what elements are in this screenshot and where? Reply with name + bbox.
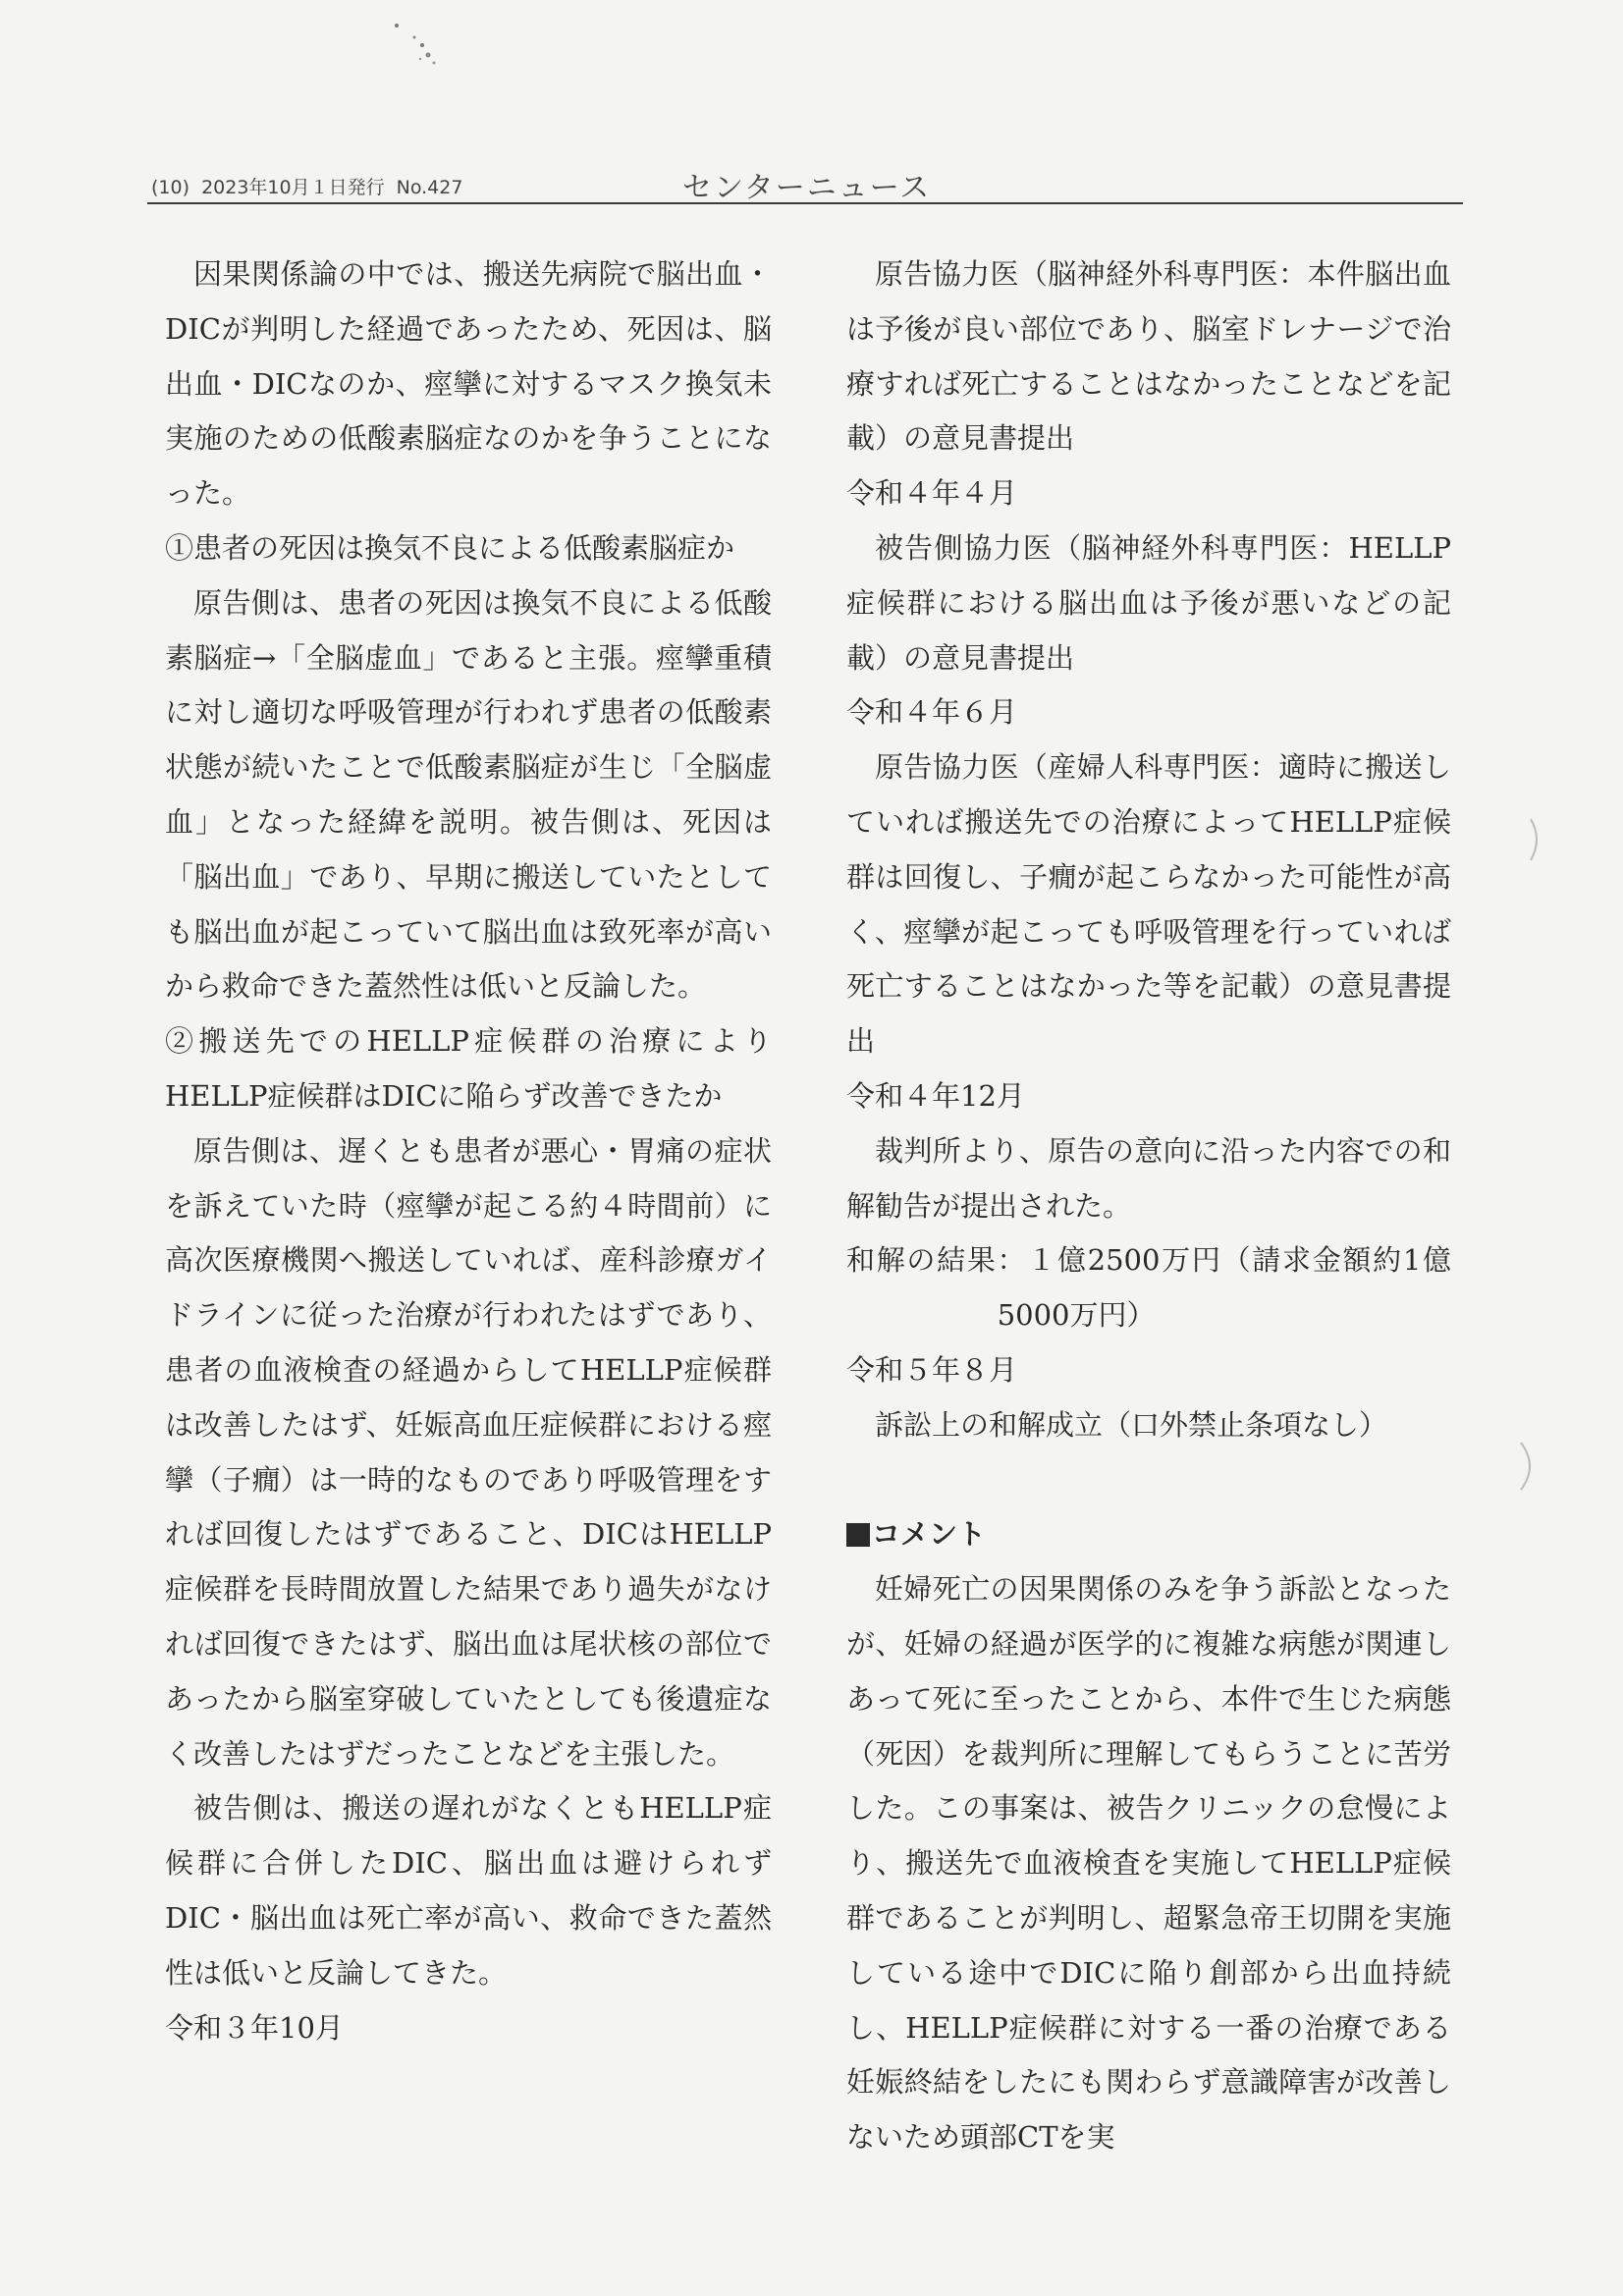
issue-number: No.427 (396, 177, 463, 198)
left-column (165, 247, 772, 2251)
timeline-entry: 原告協力医（脳神経外科専門医：本件脳出血は予後が良い部位であり、脳室ドレナージで治療すれば死亡することはなかったことなどを記載）の意見書提出 (846, 257, 1451, 456)
issue-heading-2: ②搬送先でのHELLP症候群の治療によりHELLP症候群はDICに陥らず改善できたか (165, 1024, 772, 1113)
comment-heading (846, 1507, 1451, 1562)
timeline-date: 令和４年12月 (846, 1078, 1025, 1113)
comment-heading-label: コメント (872, 1517, 987, 1552)
scan-edge-mark (1527, 815, 1546, 864)
timeline-date: 令和３年10月 (165, 2010, 344, 2045)
page-header (147, 163, 1463, 204)
timeline-entry: 原告協力医（産婦人科専門医：適時に搬送していれば搬送先での治療によってHELLP症候群は回復し、子癇が起こらなかった可能性が高く、痙攣が起こっても呼吸管理を行っていれば死亡することはなかった等を記載）の意見書提出 (846, 750, 1451, 1059)
issue-heading-1: ①患者の死因は換気不良による低酸素脳症か (165, 530, 735, 565)
timeline-entry: 裁判所より、原告の意向に沿った内容での和解勧告が提出された。 (846, 1133, 1451, 1223)
scan-edge-mark (1517, 1439, 1542, 1494)
timeline-date: 令和４年６月 (846, 695, 1018, 730)
timeline-date: 令和４年４月 (846, 476, 1018, 511)
paragraph-causation-intro: 因果関係論の中では、搬送先病院で脳出血・DICが判明した経過であったため、死因は、脳出血・DICなのか、痙攣に対するマスク換気未実施のための低酸素脳症なのかを争うことになった。 (165, 257, 772, 511)
paragraph-plaintiff-claim-2: 原告側は、遅くとも患者が悪心・胃痛の症状を訴えていた時（痙攣が起こる約４時間前）に高次医療機関へ搬送していれば、産科診療ガイドラインに従った治療が行われたはずであり、患者の血液検査の経過からしてHELLP症候群は改善したはず、妊娠高血圧症候群における痙攣（子癇）は一時的なものであり呼吸管理をすれば回復したはずであること、DICはHELLP症候群を長時間放置した結果であり過失がなければ回復できたはず、脳出血は尾状核の部位であったから脳室穿破していたとしても後遺症なく改善したはずだったことなどを主張した。 (165, 1133, 772, 1771)
paragraph-plaintiff-claim-1: 原告側は、患者の死因は換気不良による低酸素脳症→「全脳虚血」であると主張。痙攣重積に対し適切な呼吸管理が行われず患者の低酸素状態が続いたことで低酸素脳症が生じ「全脳虚血」となった経緯を説明。被告側は、死因は「脳出血」であり、早期に搬送していたとしても脳出血が起こっていて脳出血は致死率が高いから救命できた蓋然性は低いと反論した。 (165, 585, 772, 1004)
timeline-date: 令和５年８月 (846, 1352, 1018, 1387)
settlement-result: 和解の結果：１億2500万円（請求金額約1億5000万円） (846, 1243, 1451, 1333)
issue-date: 2023年10月１日発行 (201, 177, 385, 198)
timeline-entry: 被告側協力医（脳神経外科専門医：HELLP症候群における脳出血は予後が悪いなどの記載）の意見書提出 (846, 530, 1451, 675)
header-meta (151, 173, 468, 199)
issue-page-number: (10) (151, 177, 190, 198)
timeline-entry: 訴訟上の和解成立（口外禁止条項なし） (875, 1407, 1388, 1442)
publication-title: センターニュース (682, 171, 932, 205)
scan-speck-marks (385, 16, 454, 75)
right-column (846, 247, 1451, 2251)
comment-paragraph: 妊婦死亡の因果関係のみを争う訴訟となったが、妊婦の経過が医学的に複雑な病態が関連しあって死に至ったことから、本件で生じた病態（死因）を裁判所に理解してもらうことに苦労した。この事案は、被告クリニックの怠慢により、搬送先で血液検査を実施してHELLP症候群であることが判明し、超緊急帝王切開を実施している途中でDICに陥り創部から出血持続し、HELLP症候群に対する一番の治療である妊娠終結をしたにも関わらず意識障害が改善しないため頭部CTを実 (846, 1572, 1451, 2155)
black-square-icon (846, 1523, 870, 1547)
spacer (846, 1453, 1451, 1508)
paragraph-defendant-rebuttal: 被告側は、搬送の遅れがなくともHELLP症候群に合併したDIC、脳出血は避けられずDIC・脳出血は死亡率が高い、救命できた蓋然性は低いと反論してきた。 (165, 1791, 772, 1990)
